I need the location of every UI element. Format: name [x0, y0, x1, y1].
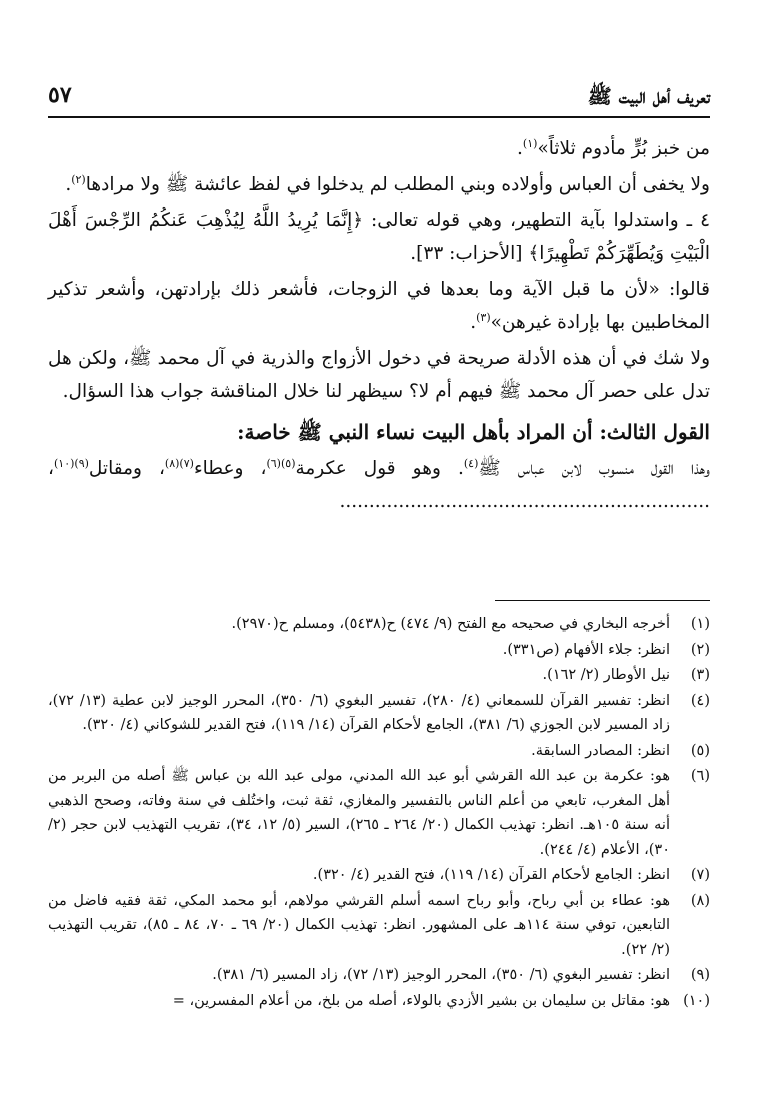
main-text	[48, 132, 710, 521]
footnote-text: انظر: المصادر السابقة.	[531, 742, 670, 759]
footnote-text: أخرجه البخاري في صحيحه مع الفتح (٩/ ٤٧٤) ح(٥٤٣٨)، ومسلم ح(٢٩٧٠).	[231, 616, 670, 632]
paragraph: من خبز بُرٍّ مأدوم ثلاثاً»$^{(١)}$.	[517, 136, 710, 159]
footnote-text: هو: مقاتل بن سليمان بن بشير الأزدي بالولاء، أصله من بلخ، من أعلام المفسرين، =	[172, 992, 670, 1009]
page-header	[48, 82, 710, 118]
paragraph: قالوا: «لأن ما قبل الآية وما بعدها في الزوجات، فأشعر ذلك بإرادتهن، وأشعر تذكير المخاطبين بها بإرادة غيرهن»$^{(٣)}$.	[48, 279, 710, 333]
footnotes	[48, 612, 710, 1014]
footnote-number: (٥)	[690, 742, 710, 759]
footnote-text: هو: عكرمة بن عبد الله القرشي أبو عبد الله المدني، مولى عبد الله بن عباس ﷺ أصله من البربر من أهل المغرب، تابعي من أعلم الناس بالتفسير والمغازي، ثقة ثبت، واختُلف في سنة وفاته، وصحح الذهبي أنه سنة ١٠٥هـ. انظر: تهذيب الكمال (٢٠/ ٢٦٤ ـ ٢٦٥)، السير (٥/ ١٢، ٣٤)، تقريب التهذيب لابن حجر (٢/ ٣٠)، الأعلام (٤/ ٢٤٤).	[48, 768, 670, 858]
footnote-number: (١٠)	[683, 992, 710, 1009]
footnote-number: (١)	[690, 616, 710, 632]
footnote-text: هو: عطاء بن أبي رباح، وأبو رباح اسمه أسلم القرشي مولاهم، أبو محمد المكي، ثقة فقيه فاضل من التابعين، توفي سنة ١١٤هـ على المشهور. انظر: تهذيب الكمال (٢٠/ ٦٩ ـ ٧٠، ٨٤ ـ ٨٥)، تقريب التهذيب (٢/ ٢٢).	[48, 892, 671, 958]
footnote	[48, 963, 710, 988]
footnote	[48, 689, 710, 738]
footnote-number: (٦)	[690, 768, 710, 784]
footnote-text: انظر: الجامع لأحكام القرآن (١٤/ ١١٩)، فتح القدير (٤/ ٣٢٠).	[312, 867, 670, 883]
running-title: تعريف أهل البيت ﷺ	[587, 84, 710, 108]
footnote	[48, 612, 710, 637]
footnote-text: انظر: تفسير البغوي (٦/ ٣٥٠)، المحرر الوجيز (١٣/ ٧٢)، زاد المسير (٦/ ٣٨١).	[212, 967, 670, 983]
page-number: ٥٧	[48, 82, 72, 108]
footnote	[48, 663, 710, 688]
paragraph: ولا يخفى أن العباس وأولاده وبني المطلب لم يدخلوا في لفظ عائشة ﷺ ولا مرادها$^{(٢)}$.	[65, 172, 710, 195]
footnote-separator	[495, 600, 710, 601]
footnote-text: نيل الأوطار (٢/ ١٦٢).	[542, 667, 670, 683]
footnote-text: انظر: تفسير القرآن للسمعاني (٤/ ٢٨٠)، تفسير البغوي (٦/ ٣٥٠)، المحرر الوجيز لابن عطية (١٣/ ٧٢)، زاد المسير لابن الجوزي (٦/ ٣٨١)، الجامع لأحكام القرآن (١٤/ ١١٩)، فتح القدير للشوكاني (٤/ ٣٢٠).	[48, 692, 671, 733]
footnote	[48, 764, 710, 862]
footnote	[48, 863, 710, 888]
footnote	[48, 739, 710, 764]
footnote-number: (٤)	[690, 692, 710, 709]
footnote	[48, 638, 710, 663]
section-heading: القول الثالث: أن المراد بأهل البيت نساء النبي ﷺ خاصة:	[237, 420, 710, 444]
footnote-number: (٢)	[690, 641, 710, 658]
paragraph: ولا شك في أن هذه الأدلة صريحة في دخول الأزواج والذرية في آل محمد ﷺ، ولكن هل تدل على حصر آل محمد ﷺ فيهم أم لا؟ سيظهر لنا خلال المناقشة جواب هذا السؤال.	[48, 348, 710, 402]
paragraph: وهذا القول منسوب لابن عباس ﷺ$^{(٤)}$. وهو قول عكرمة$^{(٥)(٦)}$، وعطاء$^{(٧)(٨)}$، ومقاتل$^{(٩)(١٠)}$، ...............................................................	[48, 456, 710, 512]
footnote-number: (٨)	[690, 892, 710, 909]
footnote	[48, 989, 710, 1014]
paragraph: ٤ ـ واستدلوا بآية التطهير، وهي قوله تعالى: ﴿إِنَّمَا يُرِيدُ اللَّهُ لِيُذْهِبَ عَنكُمُ الرِّجْسَ أَهْلَ الْبَيْتِ وَيُطَهِّرَكُمْ تَطْهِيرًا﴾ [الأحزاب: ٣٣].	[48, 210, 710, 264]
footnote-ref[interactable]: (٧)(٨)	[164, 456, 194, 470]
footnote-text: انظر: جلاء الأفهام (ص٣٣١).	[502, 641, 670, 658]
footnote-ref[interactable]: (٤)	[463, 456, 479, 470]
footnote-ref[interactable]: (٢)	[71, 172, 86, 186]
footnote-ref[interactable]: (١)	[522, 136, 538, 150]
footnote-number: (٩)	[690, 967, 710, 983]
footnote-ref[interactable]: (٥)(٦)	[266, 456, 296, 470]
footnote-number: (٣)	[690, 667, 710, 683]
footnote-ref[interactable]: (٩)(١٠)	[53, 456, 89, 470]
footnote-ref[interactable]: (٣)	[476, 310, 491, 324]
footnote	[48, 889, 710, 963]
footnote-number: (٧)	[690, 867, 710, 883]
